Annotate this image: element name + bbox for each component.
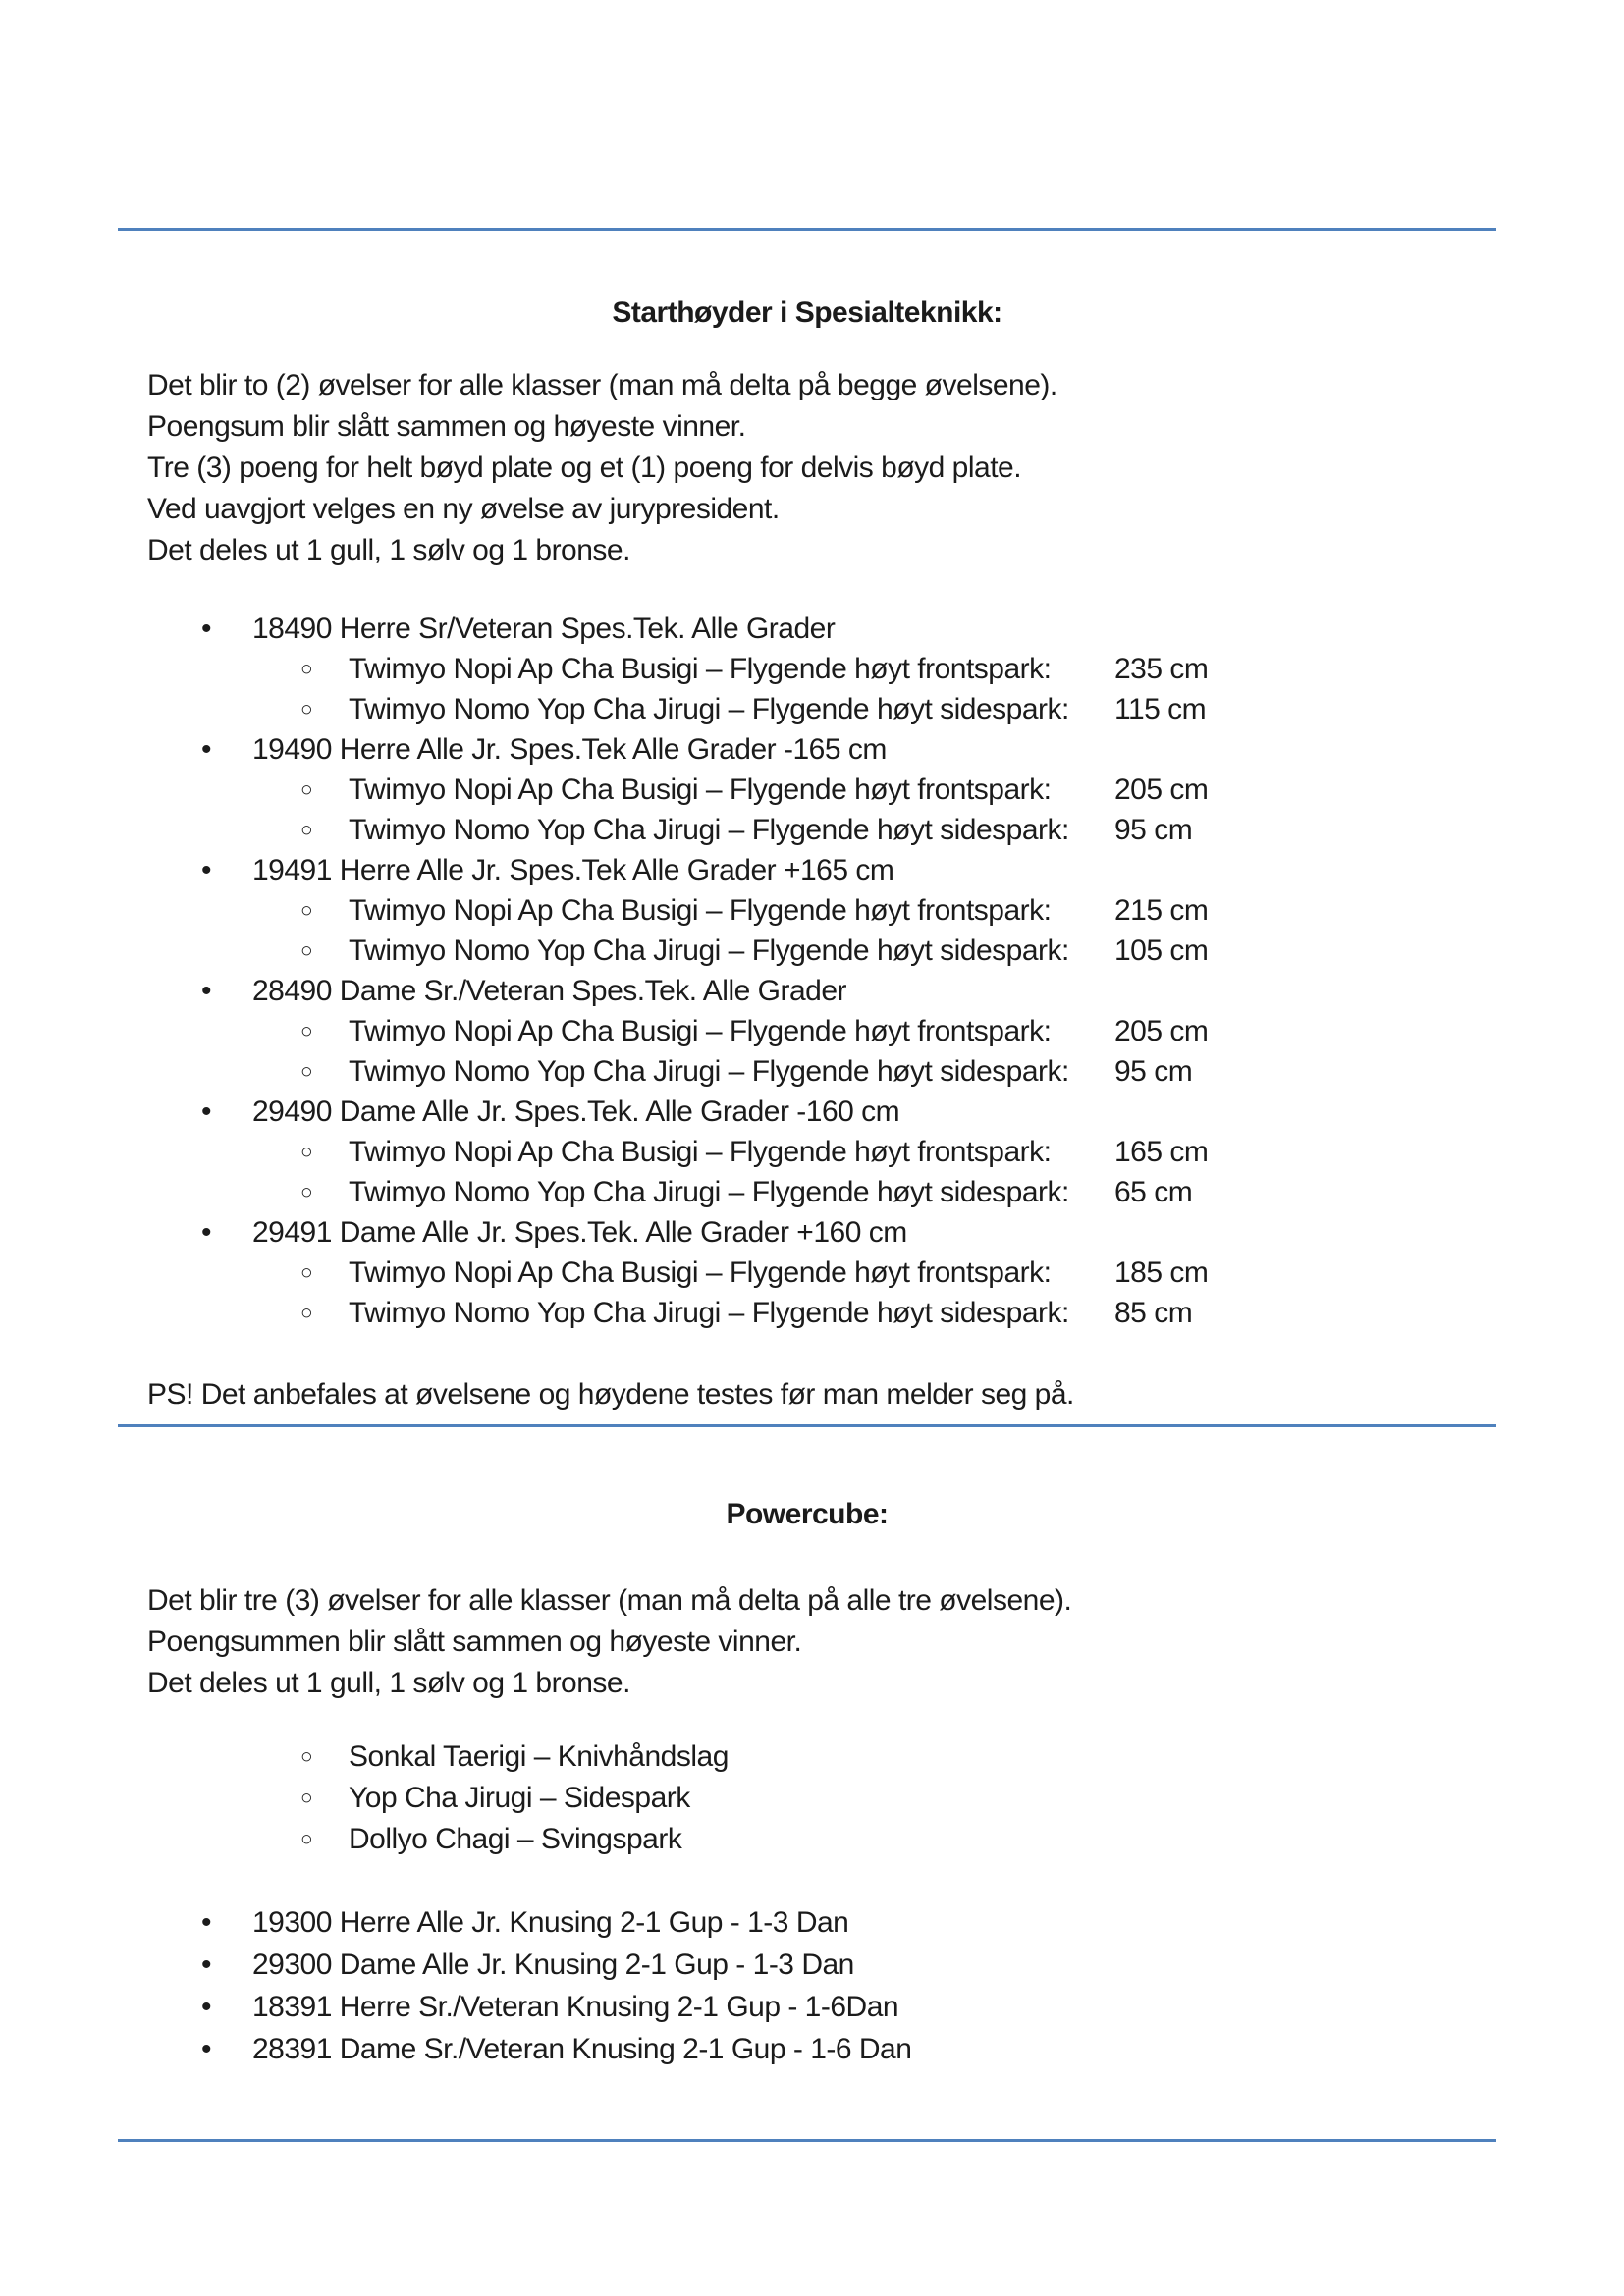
- circle-bullet-icon: ○: [300, 819, 313, 841]
- exercise-label: Twimyo Nopi Ap Cha Busigi – Flygende høyt frontspark:: [349, 653, 1052, 685]
- spesialteknikk-class-list: [118, 609, 1496, 1333]
- intro-line: Poengsummen blir slått sammen og høyeste vinner.: [147, 1626, 802, 1658]
- exercise-item: [118, 810, 1496, 850]
- class-name: 29300 Dame Alle Jr. Knusing 2-1 Gup - 1-3 Dan: [252, 1949, 854, 1981]
- circle-bullet-icon: ○: [300, 778, 313, 801]
- bullet-icon: •: [201, 1991, 212, 2023]
- exercise-value: 105 cm: [1114, 934, 1209, 967]
- exercise-value: 85 cm: [1114, 1297, 1193, 1329]
- exercise-value: 165 cm: [1114, 1136, 1209, 1168]
- class-item: [118, 1944, 1496, 1986]
- class-name: 28391 Dame Sr./Veteran Knusing 2-1 Gup - 1-6 Dan: [252, 2033, 912, 2065]
- circle-bullet-icon: ○: [300, 899, 313, 922]
- exercise-label: Twimyo Nomo Yop Cha Jirugi – Flygende høyt sidespark:: [349, 1055, 1069, 1088]
- bullet-icon: •: [201, 854, 212, 886]
- ps-note: PS! Det anbefales at øvelsene og høydene testes før man melder seg på.: [147, 1378, 1074, 1411]
- circle-bullet-icon: ○: [300, 1787, 313, 1809]
- exercise-value: 205 cm: [1114, 1015, 1209, 1047]
- bullet-icon: •: [201, 2033, 212, 2065]
- document-content: [118, 228, 1496, 2142]
- class-item: [118, 609, 1496, 649]
- class-name: 19491 Herre Alle Jr. Spes.Tek Alle Grader +165 cm: [252, 854, 894, 886]
- circle-bullet-icon: ○: [300, 1828, 313, 1850]
- exercise-value: 95 cm: [1114, 814, 1193, 846]
- bullet-icon: •: [201, 975, 212, 1007]
- intro-line: Ved uavgjort velges en ny øvelse av jurypresident.: [147, 493, 780, 525]
- exercise-value: 205 cm: [1114, 774, 1209, 806]
- class-item: [118, 971, 1496, 1011]
- exercise-label: Dollyo Chagi – Svingspark: [349, 1823, 682, 1855]
- class-name: 18490 Herre Sr/Veteran Spes.Tek. Alle Grader: [252, 613, 836, 645]
- class-item: [118, 1986, 1496, 2028]
- exercise-label: Twimyo Nopi Ap Cha Busigi – Flygende høyt frontspark:: [349, 774, 1052, 806]
- class-item: [118, 1212, 1496, 1253]
- bullet-icon: •: [201, 613, 212, 645]
- exercise-value: 185 cm: [1114, 1256, 1209, 1289]
- exercise-label: Twimyo Nomo Yop Cha Jirugi – Flygende høyt sidespark:: [349, 1297, 1069, 1329]
- powercube-class-list: [118, 1901, 1496, 2070]
- exercise-item: [118, 890, 1496, 931]
- exercise-item: [118, 1736, 1496, 1778]
- circle-bullet-icon: ○: [300, 1141, 313, 1163]
- exercise-label: Twimyo Nopi Ap Cha Busigi – Flygende høyt frontspark:: [349, 894, 1052, 927]
- circle-bullet-icon: ○: [300, 1302, 313, 1324]
- circle-bullet-icon: ○: [300, 698, 313, 721]
- class-name: 28490 Dame Sr./Veteran Spes.Tek. Alle Grader: [252, 975, 847, 1007]
- exercise-item: [118, 1819, 1496, 1860]
- exercise-label: Twimyo Nomo Yop Cha Jirugi – Flygende høyt sidespark:: [349, 693, 1069, 725]
- exercise-value: 95 cm: [1114, 1055, 1193, 1088]
- class-name: 19300 Herre Alle Jr. Knusing 2-1 Gup - 1-3 Dan: [252, 1906, 849, 1939]
- exercise-label: Twimyo Nopi Ap Cha Busigi – Flygende høyt frontspark:: [349, 1015, 1052, 1047]
- bullet-icon: •: [201, 1949, 212, 1981]
- circle-bullet-icon: ○: [300, 939, 313, 962]
- exercise-item: [118, 1293, 1496, 1333]
- intro-line: Poengsum blir slått sammen og høyeste vinner.: [147, 410, 746, 443]
- class-item: [118, 2028, 1496, 2070]
- class-name: 18391 Herre Sr./Veteran Knusing 2-1 Gup - 1-6Dan: [252, 1991, 899, 2023]
- section-divider-top: [118, 228, 1496, 231]
- section2-intro: [147, 1580, 1496, 1704]
- section-divider-bottom: [118, 2139, 1496, 2142]
- exercise-item: [118, 770, 1496, 810]
- exercise-label: Twimyo Nopi Ap Cha Busigi – Flygende høyt frontspark:: [349, 1256, 1052, 1289]
- class-item: [118, 1901, 1496, 1944]
- section2-title: Powercube:: [726, 1498, 889, 1530]
- exercise-label: Twimyo Nomo Yop Cha Jirugi – Flygende høyt sidespark:: [349, 934, 1069, 967]
- exercise-item: [118, 649, 1496, 689]
- exercise-value: 115 cm: [1114, 693, 1207, 725]
- class-item: [118, 850, 1496, 890]
- circle-bullet-icon: ○: [300, 1181, 313, 1203]
- class-item: [118, 729, 1496, 770]
- exercise-label: Yop Cha Jirugi – Sidespark: [349, 1782, 690, 1814]
- exercise-item: [118, 1011, 1496, 1051]
- bullet-icon: •: [201, 1906, 212, 1939]
- intro-line: Det blir tre (3) øvelser for alle klasser (man må delta på alle tre øvelsene).: [147, 1584, 1072, 1617]
- exercise-value: 215 cm: [1114, 894, 1209, 927]
- powercube-exercise-list: [118, 1736, 1496, 1860]
- exercise-value: 235 cm: [1114, 653, 1209, 685]
- exercise-item: [118, 1132, 1496, 1172]
- exercise-label: Sonkal Taerigi – Knivhåndslag: [349, 1740, 729, 1773]
- intro-line: Tre (3) poeng for helt bøyd plate og et (1) poeng for delvis bøyd plate.: [147, 452, 1022, 484]
- class-item: [118, 1092, 1496, 1132]
- intro-line: Det deles ut 1 gull, 1 sølv og 1 bronse.: [147, 534, 630, 566]
- intro-line: Det deles ut 1 gull, 1 sølv og 1 bronse.: [147, 1667, 630, 1699]
- exercise-item: [118, 1051, 1496, 1092]
- bullet-icon: •: [201, 733, 212, 766]
- exercise-item: [118, 689, 1496, 729]
- circle-bullet-icon: ○: [300, 1261, 313, 1284]
- exercise-label: Twimyo Nomo Yop Cha Jirugi – Flygende høyt sidespark:: [349, 814, 1069, 846]
- exercise-item: [118, 1778, 1496, 1819]
- exercise-item: [118, 1172, 1496, 1212]
- class-name: 29491 Dame Alle Jr. Spes.Tek. Alle Grader +160 cm: [252, 1216, 907, 1249]
- section1-title: Starthøyder i Spesialteknikk:: [612, 296, 1002, 329]
- class-name: 19490 Herre Alle Jr. Spes.Tek Alle Grader -165 cm: [252, 733, 887, 766]
- exercise-value: 65 cm: [1114, 1176, 1193, 1208]
- exercise-label: Twimyo Nopi Ap Cha Busigi – Flygende høyt frontspark:: [349, 1136, 1052, 1168]
- exercise-item: [118, 1253, 1496, 1293]
- circle-bullet-icon: ○: [300, 1060, 313, 1083]
- circle-bullet-icon: ○: [300, 1020, 313, 1042]
- section1-intro: [147, 365, 1496, 571]
- section-divider-middle: [118, 1424, 1496, 1427]
- bullet-icon: •: [201, 1095, 212, 1128]
- intro-line: Det blir to (2) øvelser for alle klasser (man må delta på begge øvelsene).: [147, 369, 1057, 401]
- circle-bullet-icon: ○: [300, 1745, 313, 1768]
- circle-bullet-icon: ○: [300, 658, 313, 680]
- class-name: 29490 Dame Alle Jr. Spes.Tek. Alle Grader -160 cm: [252, 1095, 900, 1128]
- exercise-item: [118, 931, 1496, 971]
- bullet-icon: •: [201, 1216, 212, 1249]
- exercise-label: Twimyo Nomo Yop Cha Jirugi – Flygende høyt sidespark:: [349, 1176, 1069, 1208]
